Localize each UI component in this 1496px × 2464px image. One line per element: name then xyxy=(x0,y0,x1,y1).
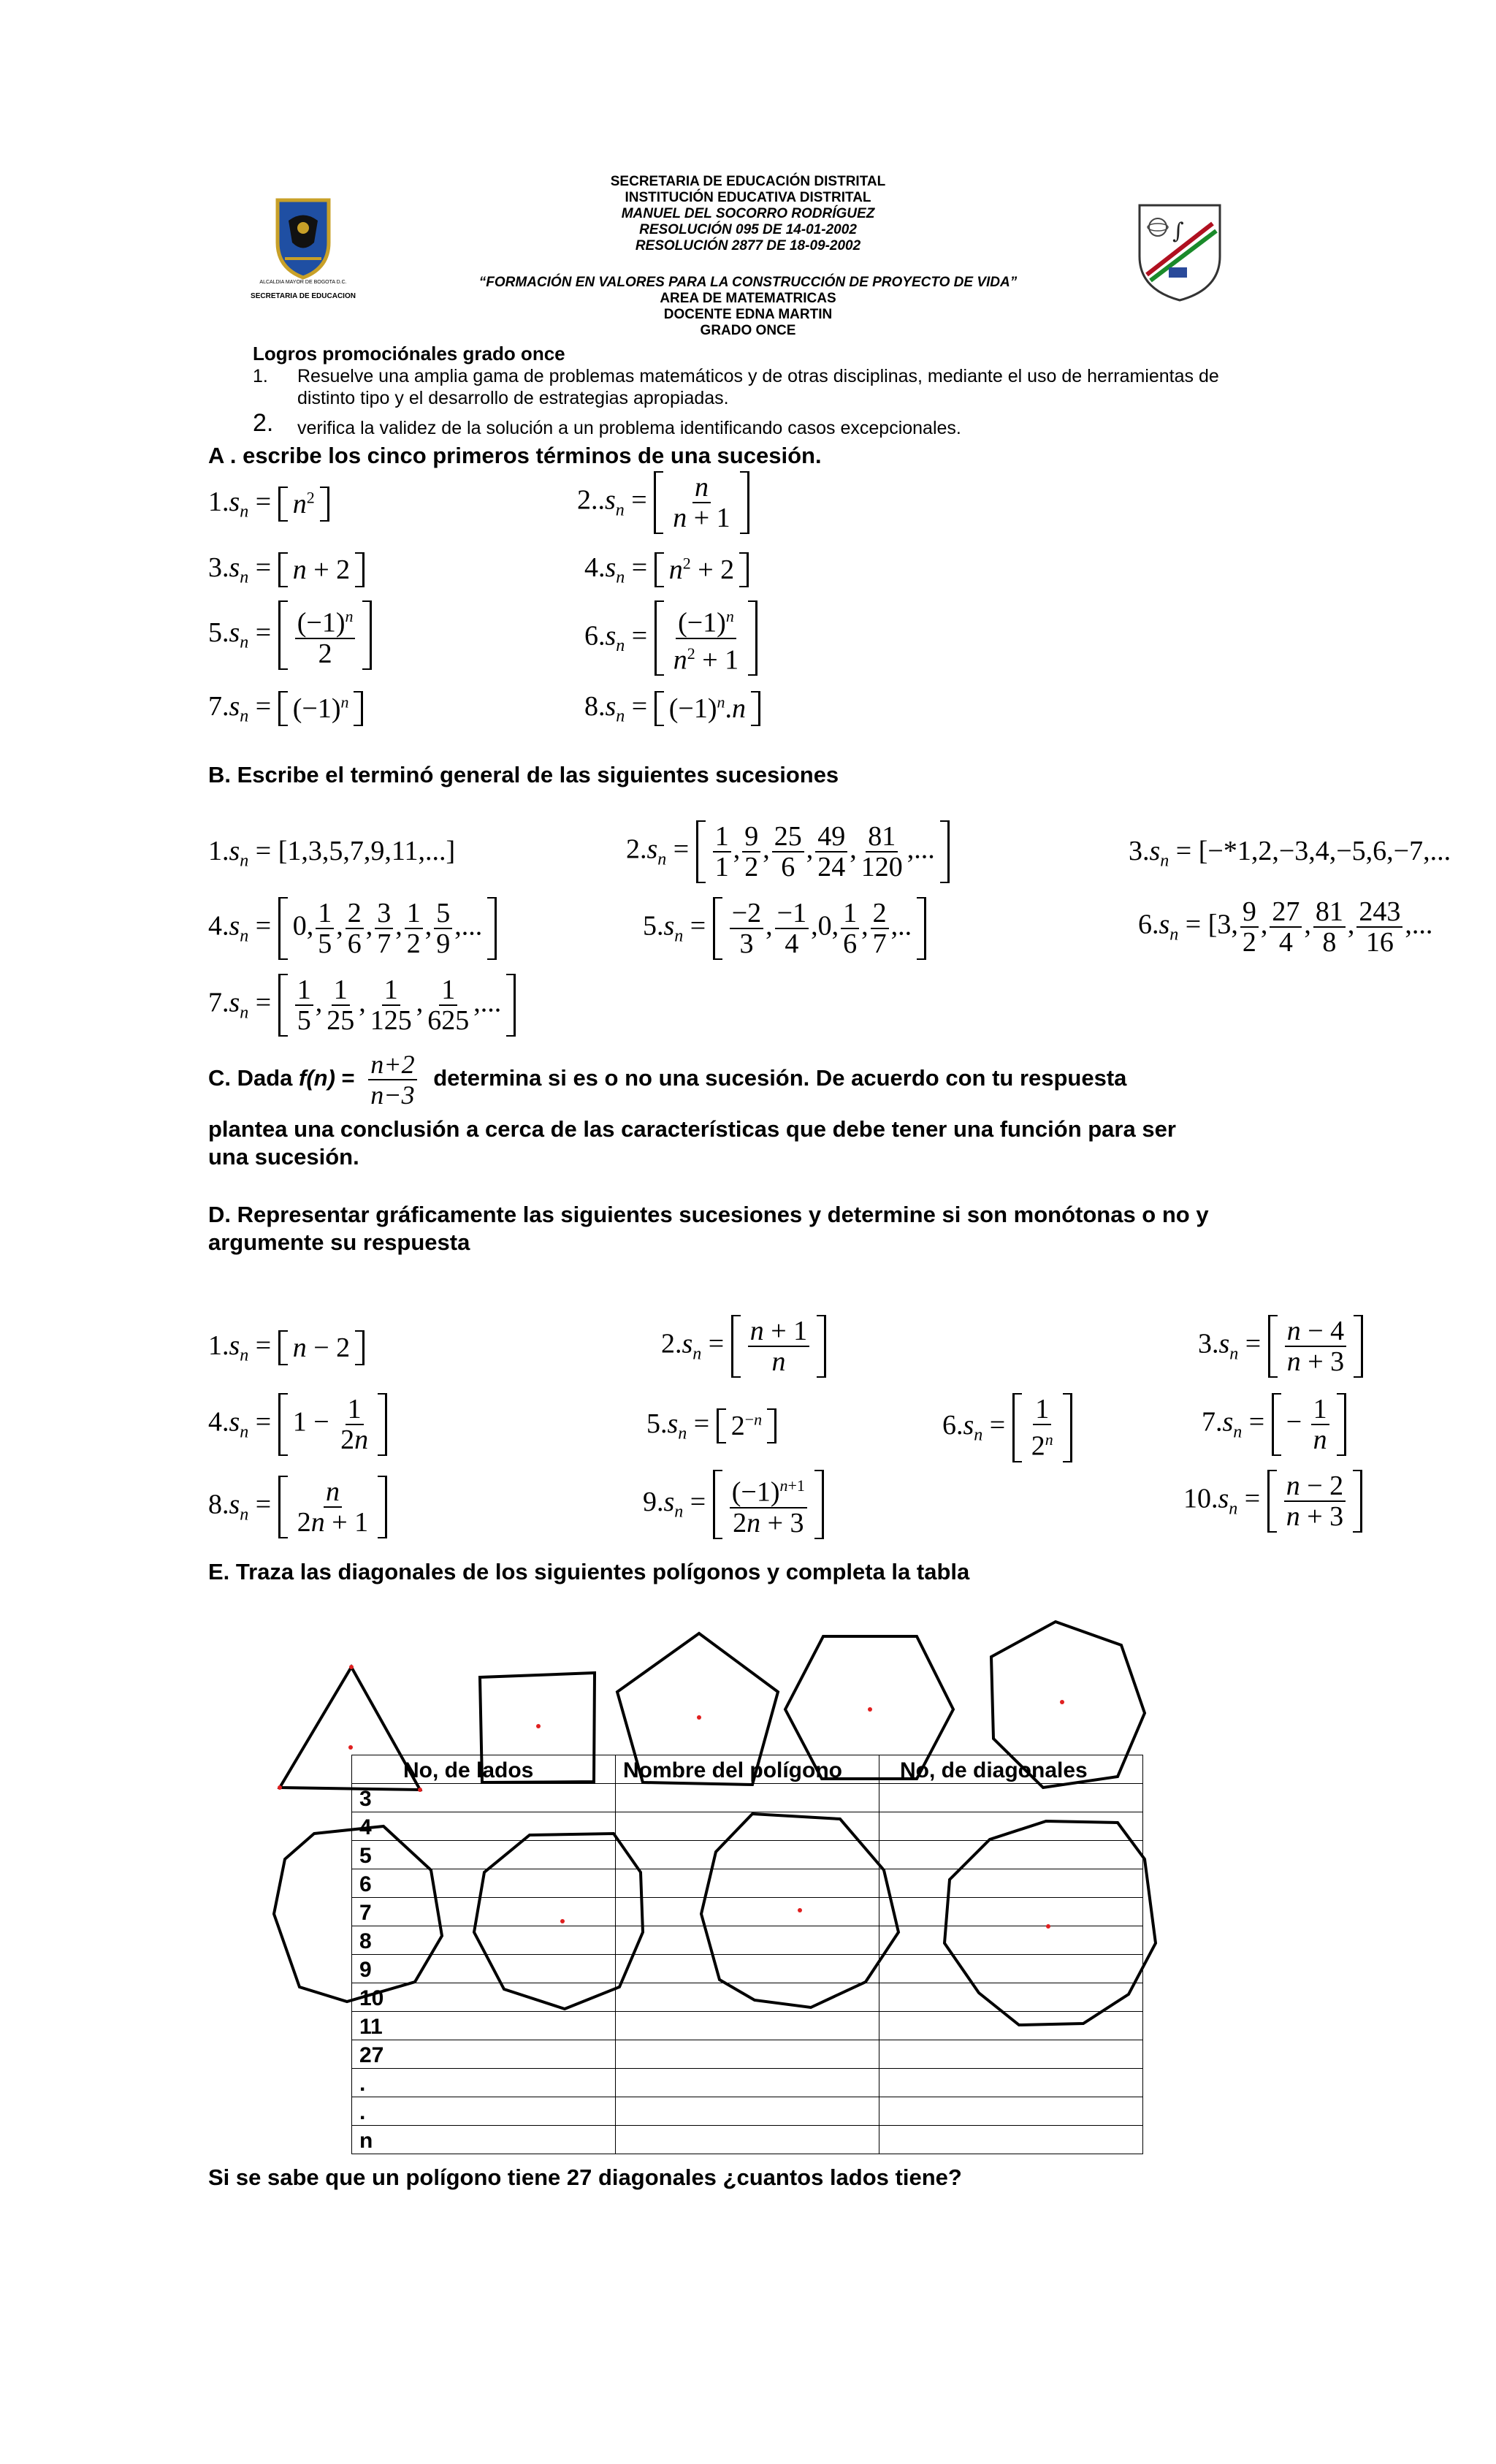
nonagon-center-dot xyxy=(560,1919,565,1923)
d6-expression: $6.s_n$ = $\frac{1}{2^n}$ xyxy=(942,1393,1072,1462)
section-d-line2: argumente su respuesta xyxy=(208,1229,470,1255)
triangle-vertex-dot xyxy=(418,1788,422,1792)
octagon xyxy=(274,1826,442,2002)
c-statement: determina si es o no una sucesión. De acuerdo con tu respuesta xyxy=(433,1065,1127,1091)
undecagon xyxy=(944,1821,1156,2025)
section-b-title: B. Escribe el terminó general de las siguientes sucesiones xyxy=(208,762,839,787)
a3-label: 3. xyxy=(208,552,229,583)
section-e-title: E. Traza las diagonales de los siguientes polígonos y completa la tabla xyxy=(208,1559,970,1584)
d8-expression: $8.s_n$ = $\frac{n}{2n + 1}$ xyxy=(208,1476,387,1538)
triangle-vertex-dot xyxy=(348,1745,353,1750)
c-function: f(n) xyxy=(299,1065,335,1091)
undecagon-center-dot xyxy=(1046,1924,1050,1929)
d4-expression: $4.s_n = 1$ − $\frac{1}{2n}$ xyxy=(208,1393,387,1456)
header-name: Nombre del polígono xyxy=(623,1758,842,1782)
triangle xyxy=(280,1667,420,1790)
header-area: AREA DE MATEMATRICAS xyxy=(660,291,836,306)
b3-sequence: −*1,2,−3,4,−5,6,−7,... xyxy=(1207,836,1451,866)
row-sides: 3 xyxy=(352,1784,616,1812)
a7-expression: $7.s_n = (-1)^n$ xyxy=(208,690,363,727)
header-line-2: INSTITUCIÓN EDUCATIVA DISTRITAL xyxy=(625,190,871,205)
d9-expression: $9.s_n$ = $\frac{(-1)^{n+1}}{2n + 3}$ xyxy=(643,1470,824,1539)
section-c-line2: plantea una conclusión a cerca de las características que debe tener una función para ser xyxy=(208,1116,1176,1142)
d1-label: 1. xyxy=(208,1330,229,1361)
d4-label: 4. xyxy=(208,1406,229,1438)
d1-expression: $1.s_n = n - 2$ xyxy=(208,1330,365,1366)
b3-expression: $3.s_n = [-*1,2,-3,4,-5,6,-7$,... xyxy=(1129,836,1451,871)
b1-expression: $1.s_n = [1,3,5,7,9,11,...]$ xyxy=(208,836,456,871)
row-sides: 8 xyxy=(352,1926,616,1955)
b6-label: 6. xyxy=(1138,909,1159,940)
section-c-line3: una sucesión. xyxy=(208,1144,359,1170)
pentagon xyxy=(617,1633,778,1785)
row-sides: 9 xyxy=(352,1955,616,1983)
d10-expression: $10.s_n$ = $\frac{n - 2}{n + 3}$ xyxy=(1183,1470,1362,1533)
achievement-1-num: 1. xyxy=(253,366,268,386)
final-question: Si se sabe que un polígono tiene 27 diagonales ¿cuantos lados tiene? xyxy=(208,2164,962,2190)
d2-expression: $2.s_n$ = $\frac{n + 1}{n}$ xyxy=(661,1315,826,1378)
a1-expression: $1.s_n = n^2$ xyxy=(208,486,329,522)
d10-label: 10. xyxy=(1183,1483,1218,1514)
a2-label: 2.. xyxy=(577,484,605,516)
a8-label: 8. xyxy=(584,691,606,722)
a4-label: 4. xyxy=(584,552,606,583)
nonagon xyxy=(474,1834,643,2009)
a4-expression: $4.s_n = n^2 + 2$ xyxy=(584,552,749,588)
decagon-center-dot xyxy=(798,1908,802,1912)
achievement-2-text: verifica la validez de la solución a un problema identificando casos excepcionales. xyxy=(297,418,961,438)
b3-label: 3. xyxy=(1129,836,1150,866)
row-sides: 27 xyxy=(352,2040,616,2069)
a1-label: 1. xyxy=(208,487,229,517)
c-denominator: n−3 xyxy=(370,1080,415,1110)
c-prefix: C. Dada xyxy=(208,1065,299,1091)
header-motto: “FORMACIÓN EN VALORES PARA LA CONSTRUCCIÓN DE PROYECTO DE VIDA” xyxy=(478,275,1018,290)
b2-label: 2. xyxy=(626,834,647,865)
a2-expression: $2..s_n$ = $\frac{n}{n + 1}$ xyxy=(577,471,749,534)
d3-expression: $3.s_n$ = $\frac{n - 4}{n + 3}$ xyxy=(1198,1315,1363,1378)
row-sides: 5 xyxy=(352,1841,616,1869)
a6-label: 6. xyxy=(584,620,606,652)
row-sides: n xyxy=(352,2126,616,2154)
triangle-vertex-dot xyxy=(349,1665,354,1669)
c-numerator: n+2 xyxy=(368,1050,416,1080)
header-line-5: RESOLUCIÓN 2877 DE 18-09-2002 xyxy=(635,238,861,253)
hexagon-center-dot xyxy=(868,1707,872,1712)
section-a-title: A . escribe los cinco primeros términos de una sucesión. xyxy=(208,443,822,468)
row-sides: 7 xyxy=(352,1898,616,1926)
header-line-1: SECRETARIA DE EDUCACIÓN DISTRITAL xyxy=(610,174,886,189)
square-center-dot xyxy=(536,1724,541,1728)
a7-label: 7. xyxy=(208,691,229,722)
d9-label: 9. xyxy=(643,1487,664,1518)
d5-expression: $5.s_n = 2^{-n}$ xyxy=(646,1408,776,1444)
b4-label: 4. xyxy=(208,910,229,942)
b1-label: 1. xyxy=(208,836,229,866)
d7-expression: $7.s_n$ = − $\frac{1}{n}$ xyxy=(1202,1393,1346,1456)
a8-expression: $8.s_n = (-1)^n.n$ xyxy=(584,690,760,727)
b4-expression: $4.s_n = 0$, $\frac{1}{5}$ , $\frac{2}{6}$ , $\frac{3}{7}$ , $\frac{1}{2}$ , $\frac{5}{9}$ ,... xyxy=(208,897,497,960)
d8-label: 8. xyxy=(208,1489,229,1520)
d2-label: 2. xyxy=(661,1328,682,1359)
header-line-3: MANUEL DEL SOCORRO RODRÍGUEZ xyxy=(621,206,875,221)
triangle-vertex-dot xyxy=(278,1785,282,1790)
header-sides: No, de lados xyxy=(403,1758,534,1782)
heptagon-center-dot xyxy=(1060,1700,1064,1704)
header-teacher: DOCENTE EDNA MARTIN xyxy=(663,307,833,322)
row-sides: 6 xyxy=(352,1869,616,1898)
header-grade: GRADO ONCE xyxy=(700,323,796,338)
achievement-1-text: Resuelve una amplia gama de problemas matemáticos y de otras disciplinas, mediante el uso de herramientas de xyxy=(297,366,1219,386)
section-d-line1: D. Representar gráficamente las siguientes sucesiones y determine si son monótonas o no y xyxy=(208,1202,1209,1227)
b6-expression: $6.s_n = [3$, $\frac{9}{2}$ , $\frac{27}{4}$ , $\frac{81}{8}$ , $\frac{243}{16}$ ,... xyxy=(1138,896,1433,958)
b2-expression: $2.s_n$ = $\frac{1}{1}$ , $\frac{9}{2}$ , $\frac{25}{6}$ , $\frac{49}{24}$ , $\frac{81}{120}$ ,... xyxy=(626,820,950,883)
b7-label: 7. xyxy=(208,987,229,1018)
logo-small-caption: ALCALDIA MAYOR DE BOGOTA D.C. xyxy=(259,280,347,285)
achievement-1-cont: distinto tipo y el desarrollo de estrategias apropiadas. xyxy=(297,388,729,408)
d6-label: 6. xyxy=(942,1410,963,1441)
a5-label: 5. xyxy=(208,617,229,649)
b7-expression: $7.s_n$ = $\frac{1}{5}$ , $\frac{1}{25}$ , $\frac{1}{125}$ , $\frac{1}{625}$ ,... xyxy=(208,974,516,1037)
b1-sequence: 1,3,5,7,9,11,... xyxy=(287,836,446,866)
heptagon xyxy=(991,1622,1145,1788)
achievements-title: Logros promociónales grado once xyxy=(253,343,565,365)
a5-expression: $5.s_n$ = $\frac{(-1)^n}{2}$ xyxy=(208,600,372,670)
row-sides: 11 xyxy=(352,2012,616,2040)
svg-text:∫: ∫ xyxy=(1172,218,1184,244)
row-sides: 4 xyxy=(352,1812,616,1841)
row-sides: . xyxy=(352,2097,616,2126)
header-line-4: RESOLUCIÓN 095 DE 14-01-2002 xyxy=(639,222,857,237)
achievement-2-num: 2. xyxy=(253,409,274,437)
header-diagonals: No, de diagonales xyxy=(900,1758,1088,1782)
a3-expression: $3.s_n = n + 2$ xyxy=(208,552,365,588)
pentagon-center-dot xyxy=(697,1715,701,1720)
logo-caption: SECRETARIA DE EDUCACION xyxy=(251,292,356,300)
d3-label: 3. xyxy=(1198,1328,1219,1359)
d5-label: 5. xyxy=(646,1408,668,1439)
row-sides: 10 xyxy=(352,1983,616,2012)
b5-expression: $5.s_n$ = $\frac{-2}{3}$ , $\frac{-1}{4}$ ,0, $\frac{1}{6}$ , $\frac{2}{7}$ ,.. xyxy=(643,897,926,960)
d7-label: 7. xyxy=(1202,1406,1223,1438)
c-equals: = xyxy=(335,1065,362,1091)
row-sides: . xyxy=(352,2069,616,2097)
a6-expression: $6.s_n$ = $\frac{(-1)^n}{n^2 + 1}$ xyxy=(584,600,757,676)
b5-label: 5. xyxy=(643,910,664,942)
